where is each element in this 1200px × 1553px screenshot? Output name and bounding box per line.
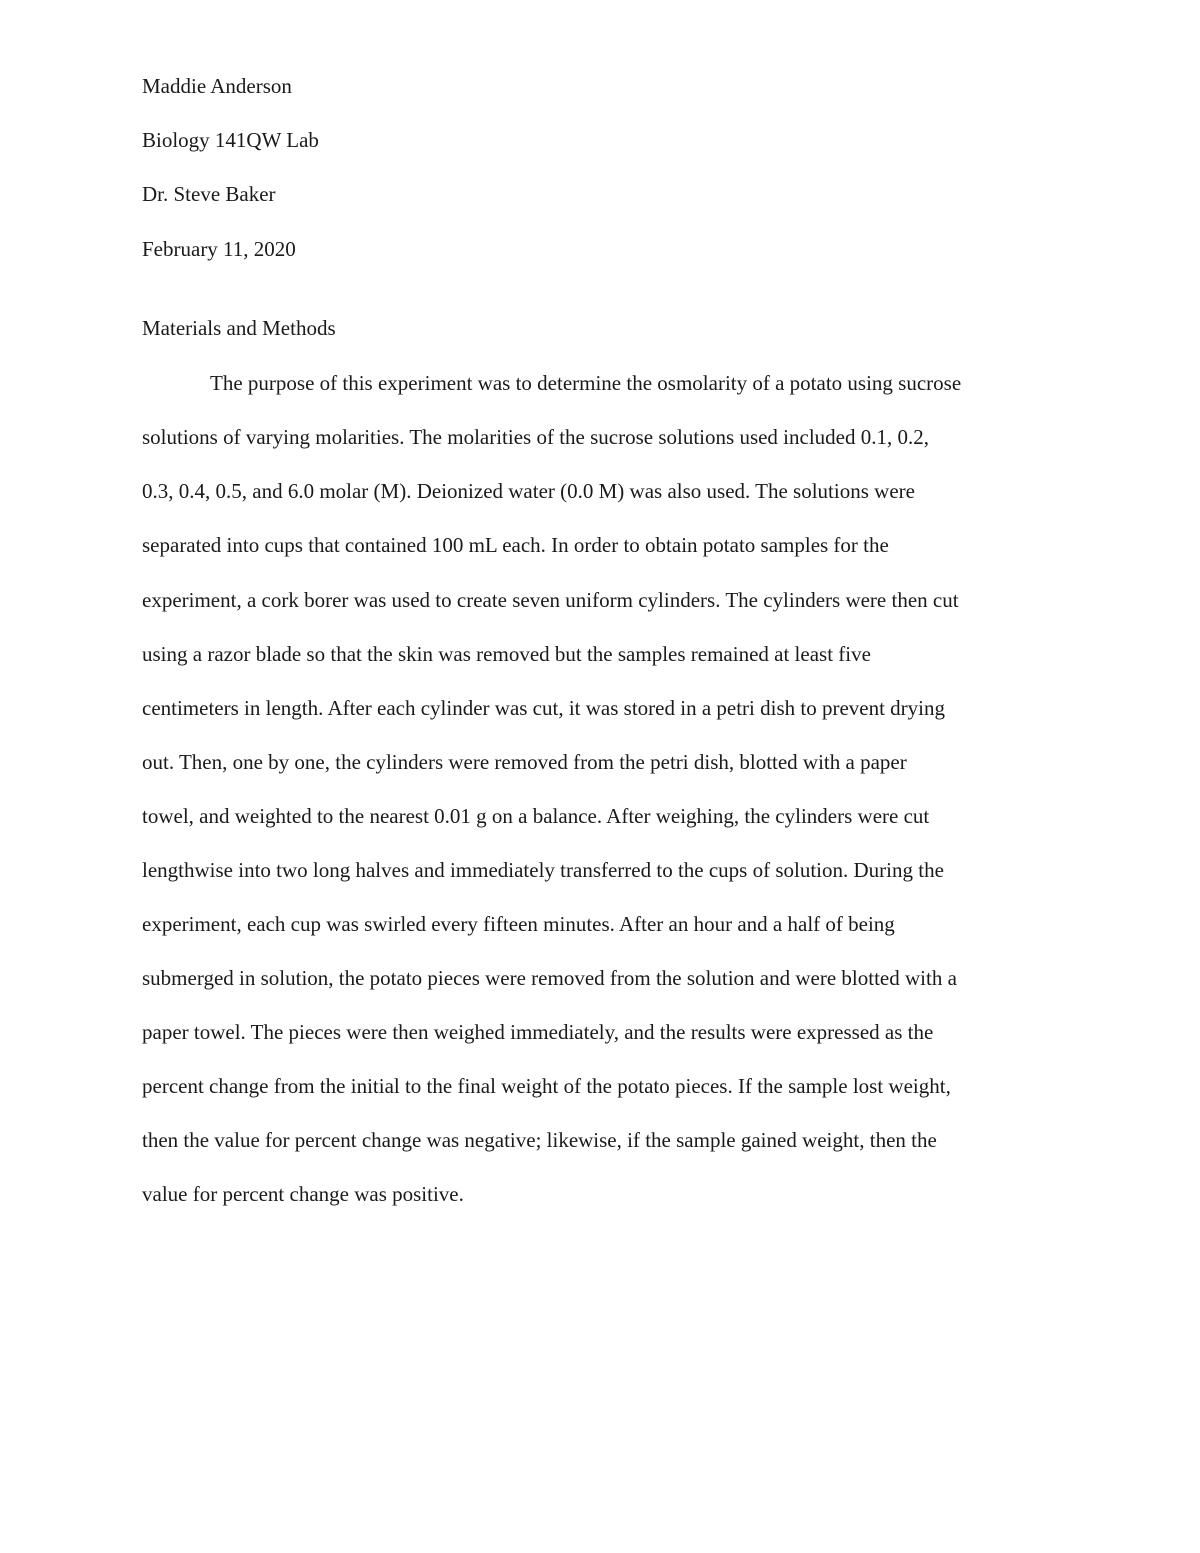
author-name: Maddie Anderson (142, 74, 292, 98)
paragraph-line: experiment, a cork borer was used to create seven uniform cylinders. The cylinders were then cut (142, 588, 959, 612)
paragraph-line: 0.3, 0.4, 0.5, and 6.0 molar (M). Deionized water (0.0 M) was also used. The solutions were (142, 479, 915, 503)
paragraph-line: towel, and weighted to the nearest 0.01 g on a balance. After weighing, the cylinders were cut (142, 804, 930, 828)
paragraph-line: centimeters in length. After each cylinder was cut, it was stored in a petri dish to prevent drying (142, 696, 946, 720)
course-name: Biology 141QW Lab (142, 128, 319, 152)
instructor-name: Dr. Steve Baker (142, 182, 276, 206)
paragraph-line: then the value for percent change was negative; likewise, if the sample gained weight, then the (142, 1128, 937, 1152)
section-heading: Materials and Methods (142, 316, 336, 340)
paragraph-line: paper towel. The pieces were then weighed immediately, and the results were expressed as the (142, 1020, 934, 1044)
paragraph-line: out. Then, one by one, the cylinders were removed from the petri dish, blotted with a paper (142, 750, 907, 774)
paragraph-line: submerged in solution, the potato pieces were removed from the solution and were blotted with a (142, 966, 957, 990)
paragraph-line: separated into cups that contained 100 mL each. In order to obtain potato samples for the (142, 533, 889, 557)
paragraph-line: experiment, each cup was swirled every fifteen minutes. After an hour and a half of being (142, 912, 895, 936)
paragraph-line: value for percent change was positive. (142, 1182, 464, 1206)
document-date: February 11, 2020 (142, 237, 296, 261)
paragraph-line: lengthwise into two long halves and immediately transferred to the cups of solution. During the (142, 858, 944, 882)
paragraph-line: percent change from the initial to the final weight of the potato pieces. If the sample lost weight, (142, 1074, 951, 1098)
paragraph-line: solutions of varying molarities. The molarities of the sucrose solutions used included 0.1, 0.2, (142, 425, 929, 449)
paragraph-line: The purpose of this experiment was to determine the osmolarity of a potato using sucrose (210, 371, 962, 395)
paragraph-line: using a razor blade so that the skin was removed but the samples remained at least five (142, 642, 871, 666)
